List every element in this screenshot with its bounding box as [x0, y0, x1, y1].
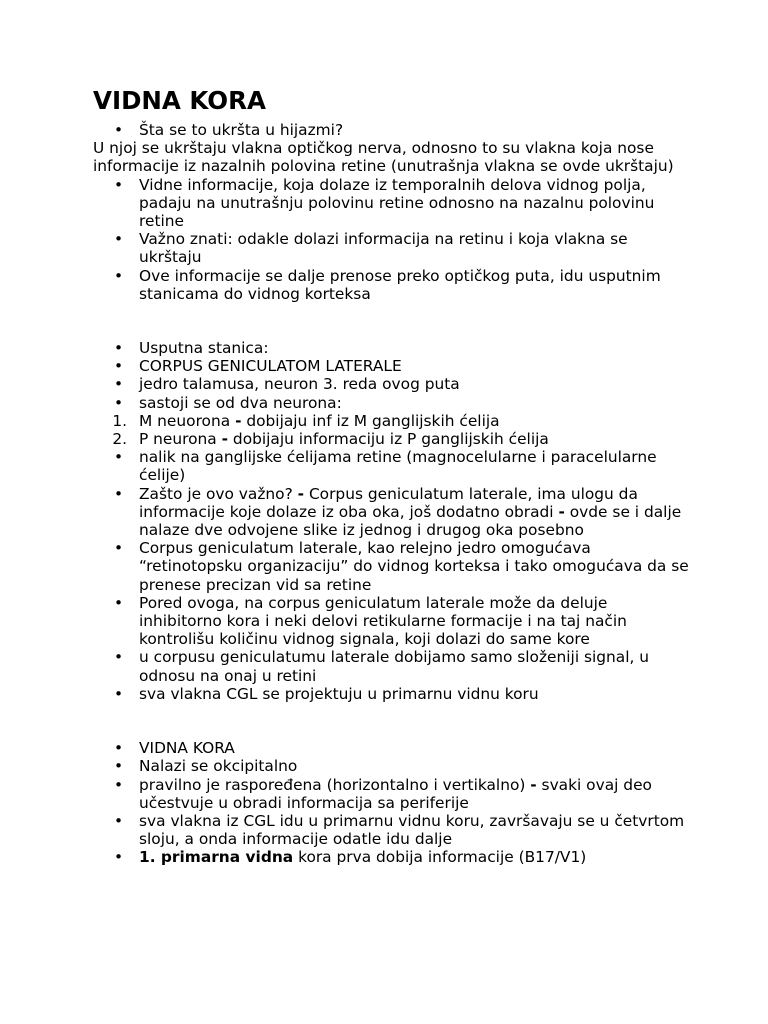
- list-item: • 1. primarna vidna kora prva dobija informacije (B17/V1): [114, 848, 587, 867]
- section3-list: [93, 739, 693, 866]
- page-title: VIDNA KORA: [93, 86, 266, 115]
- list-item: • jedro talamusa, neuron 3. reda ovog puta: [114, 375, 460, 394]
- list-item: • CORPUS GENICULATOM LATERALE: [114, 357, 402, 376]
- section1-list-a: [93, 121, 693, 139]
- bullet-icon: •: [114, 393, 124, 412]
- neuron-numbered-list: [93, 412, 693, 448]
- list-number: 2.: [112, 430, 127, 449]
- paragraph: U njoj se ukrštaju vlakna optičkog nerva, odnosno to su vlakna koja nose informacije iz nazalnih polovina retine (unutrašnja vlakna se ovde ukrštaju): [93, 139, 674, 176]
- section-gap: [93, 703, 693, 739]
- list-item: • Važno znati: odakle dolazi informacija na retinu i koja vlakna se ukrštaju: [114, 230, 628, 267]
- list-item: • Šta se to ukršta u hijazmi?: [114, 121, 344, 139]
- bullet-icon: •: [114, 811, 124, 830]
- document-content: [93, 86, 693, 867]
- bullet-icon: •: [114, 848, 124, 867]
- bullet-icon: •: [114, 121, 124, 139]
- bullet-icon: •: [114, 739, 124, 758]
- list-item: • pravilno je raspoređena (horizontalno i vertikalno) - svaki ovaj deo učestvuje u obradi informacija sa periferije: [114, 775, 652, 812]
- list-item: • Ove informacije se dalje prenose preko optičkog puta, idu usputnim stanicama do vidnog korteksa: [114, 266, 661, 303]
- bullet-icon: •: [114, 266, 124, 285]
- list-item: • Pored ovoga, na corpus geniculatum laterale može da deluje inhibitorno kora i neki delovi retikularne formacije i na taj način kontrolišu količinu vidnog signala, koji dolazi do same kore: [114, 593, 627, 649]
- bullet-icon: •: [114, 339, 124, 358]
- list-item: • Zašto je ovo važno? - Corpus geniculatum laterale, ima ulogu da informacije koje dolaze iz oba oka, još dodatno obradi - ovde se i dalje nalaze dve odvojene slike iz jednog i drugog oka posebno: [114, 484, 682, 540]
- section1-list-b: [93, 176, 693, 303]
- list-item: • u corpusu geniculatumu laterale dobijamo samo složeniji signal, u odnosu na onaj u retini: [114, 648, 650, 685]
- bullet-icon: •: [114, 175, 124, 194]
- list-item: • nalik na ganglijske ćelijama retine (magnocelularne i paracelularne ćelije): [114, 448, 657, 485]
- bullet-icon: •: [114, 775, 124, 794]
- list-number: 1.: [112, 411, 127, 430]
- bullet-icon: •: [114, 539, 124, 558]
- list-item: • sva vlakna iz CGL idu u primarnu vidnu koru, završavaju se u četvrtom sloju, a onda informacije odatle idu dalje: [114, 811, 685, 849]
- bullet-icon: •: [114, 230, 124, 249]
- section-gap: [93, 303, 693, 339]
- bullet-icon: •: [114, 448, 124, 467]
- bullet-icon: •: [114, 375, 124, 394]
- list-item: • Corpus geniculatum laterale, kao relejno jedro omogućava “retinotopsku organizaciju” do vidnog korteksa i tako omogućava da se prenese precizan vid sa retine: [114, 539, 689, 594]
- section2-list-b: [93, 448, 693, 703]
- list-item: • sastoji se od dva neurona:: [114, 393, 342, 412]
- bullet-icon: •: [114, 757, 124, 776]
- list-item: • sva vlakna CGL se projektuju u primarnu vidnu koru: [114, 684, 539, 703]
- section2-list-a: [93, 339, 693, 412]
- list-item: • Nalazi se okcipitalno: [114, 757, 298, 776]
- bullet-icon: •: [114, 648, 124, 667]
- numbered-item: 2. P neurona - dobijaju informaciju iz P ganglijskih ćelija: [93, 430, 693, 448]
- list-item: • Vidne informacije, koja dolaze iz temporalnih delova vidnog polja, padaju na unutrašnju polovinu retine odnosno na nazalnu polovinu retine: [114, 175, 655, 231]
- list-item: • VIDNA KORA: [114, 739, 235, 758]
- bullet-icon: •: [114, 484, 124, 503]
- list-item: • Usputna stanica:: [114, 339, 269, 358]
- numbered-item: 1. M neuorona - dobijaju inf iz M ganglijskih ćelija: [93, 412, 693, 430]
- bullet-icon: •: [114, 357, 124, 376]
- bullet-icon: •: [114, 684, 124, 703]
- bullet-icon: •: [114, 593, 124, 612]
